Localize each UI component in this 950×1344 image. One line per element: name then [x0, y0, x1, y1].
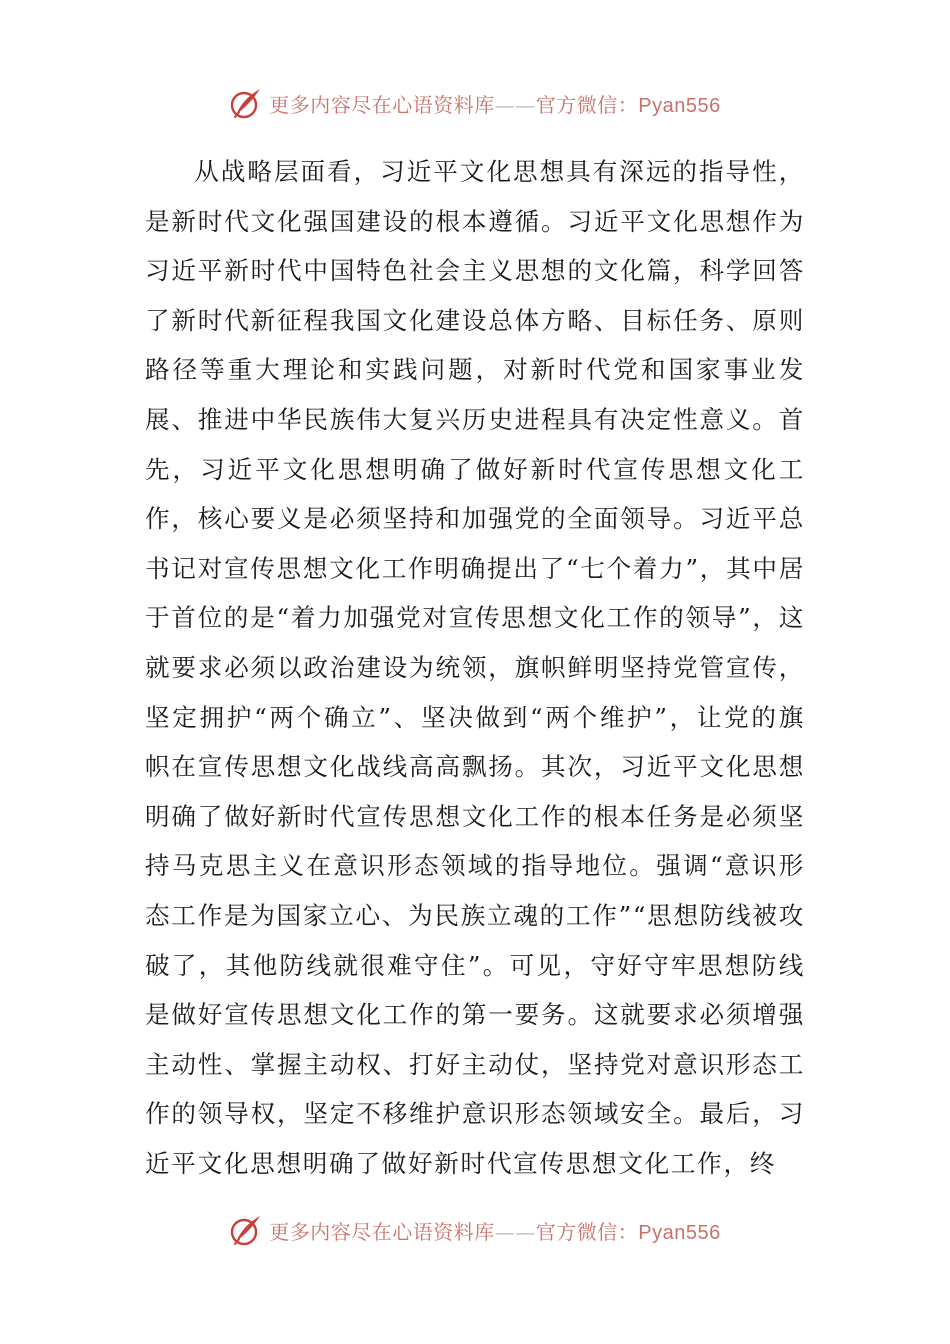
header-contact-handle: Pyan556 [638, 94, 721, 117]
footer-separator: —— [494, 1219, 536, 1244]
quill-logo-icon [229, 1213, 263, 1247]
footer-contact-handle: Pyan556 [638, 1221, 721, 1244]
body-paragraph: 从战略层面看，习近平文化思想具有深远的指导性，是新时代文化强国建设的根本遵循。习近平文化思想作为习近平新时代中国特色社会主义思想的文化篇，科学回答了新时代新征程我国文化建设总体方略、目标任务、原则路径等重大理论和实践问题，对新时代党和国家事业发展、推进中华民族伟大复兴历史进程具有决定性意义。首先，习近平文化思想明确了做好新时代宣传思想文化工作，核心要义是必须坚持和加强党的全面领导。习近平总书记对宣传思想文化工作明确提出了“七个着力”，其中居于首位的是“着力加强党对宣传思想文化工作的领导”，这就要求必须以政治建设为统领，旗帜鲜明坚持党管宣传，坚定拥护“两个确立”、坚决做到“两个维护”，让党的旗帜在宣传思想文化战线高高飘扬。其次，习近平文化思想明确了做好新时代宣传思想文化工作的根本任务是必须坚持马克思主义在意识形态领域的指导地位。强调“意识形态工作是为国家立心、为民族立魂的工作”“思想防线被攻破了，其他防线就很难守住”。可见，守好守牢思想防线是做好宣传思想文化工作的第一要务。这就要求必须增强主动性、掌握主动权、打好主动仗，坚持党对意识形态工作的领导权，坚定不移维护意识形态领域安全。最后，习近平文化思想明确了做好新时代宣传思想文化工作，终 [145, 157, 805, 1178]
header-watermark-text [269, 89, 720, 118]
header-contact-label: 官方微信： [535, 92, 639, 117]
quill-logo-icon [229, 86, 263, 120]
footer-contact-label: 官方微信： [535, 1219, 639, 1244]
header-separator: —— [494, 92, 536, 117]
header-site-text: 更多内容尽在心语资料库 [269, 92, 495, 117]
footer-watermark-text [269, 1216, 720, 1245]
footer-banner [0, 1210, 950, 1250]
footer-site-text: 更多内容尽在心语资料库 [269, 1219, 495, 1244]
header-banner [0, 83, 950, 123]
